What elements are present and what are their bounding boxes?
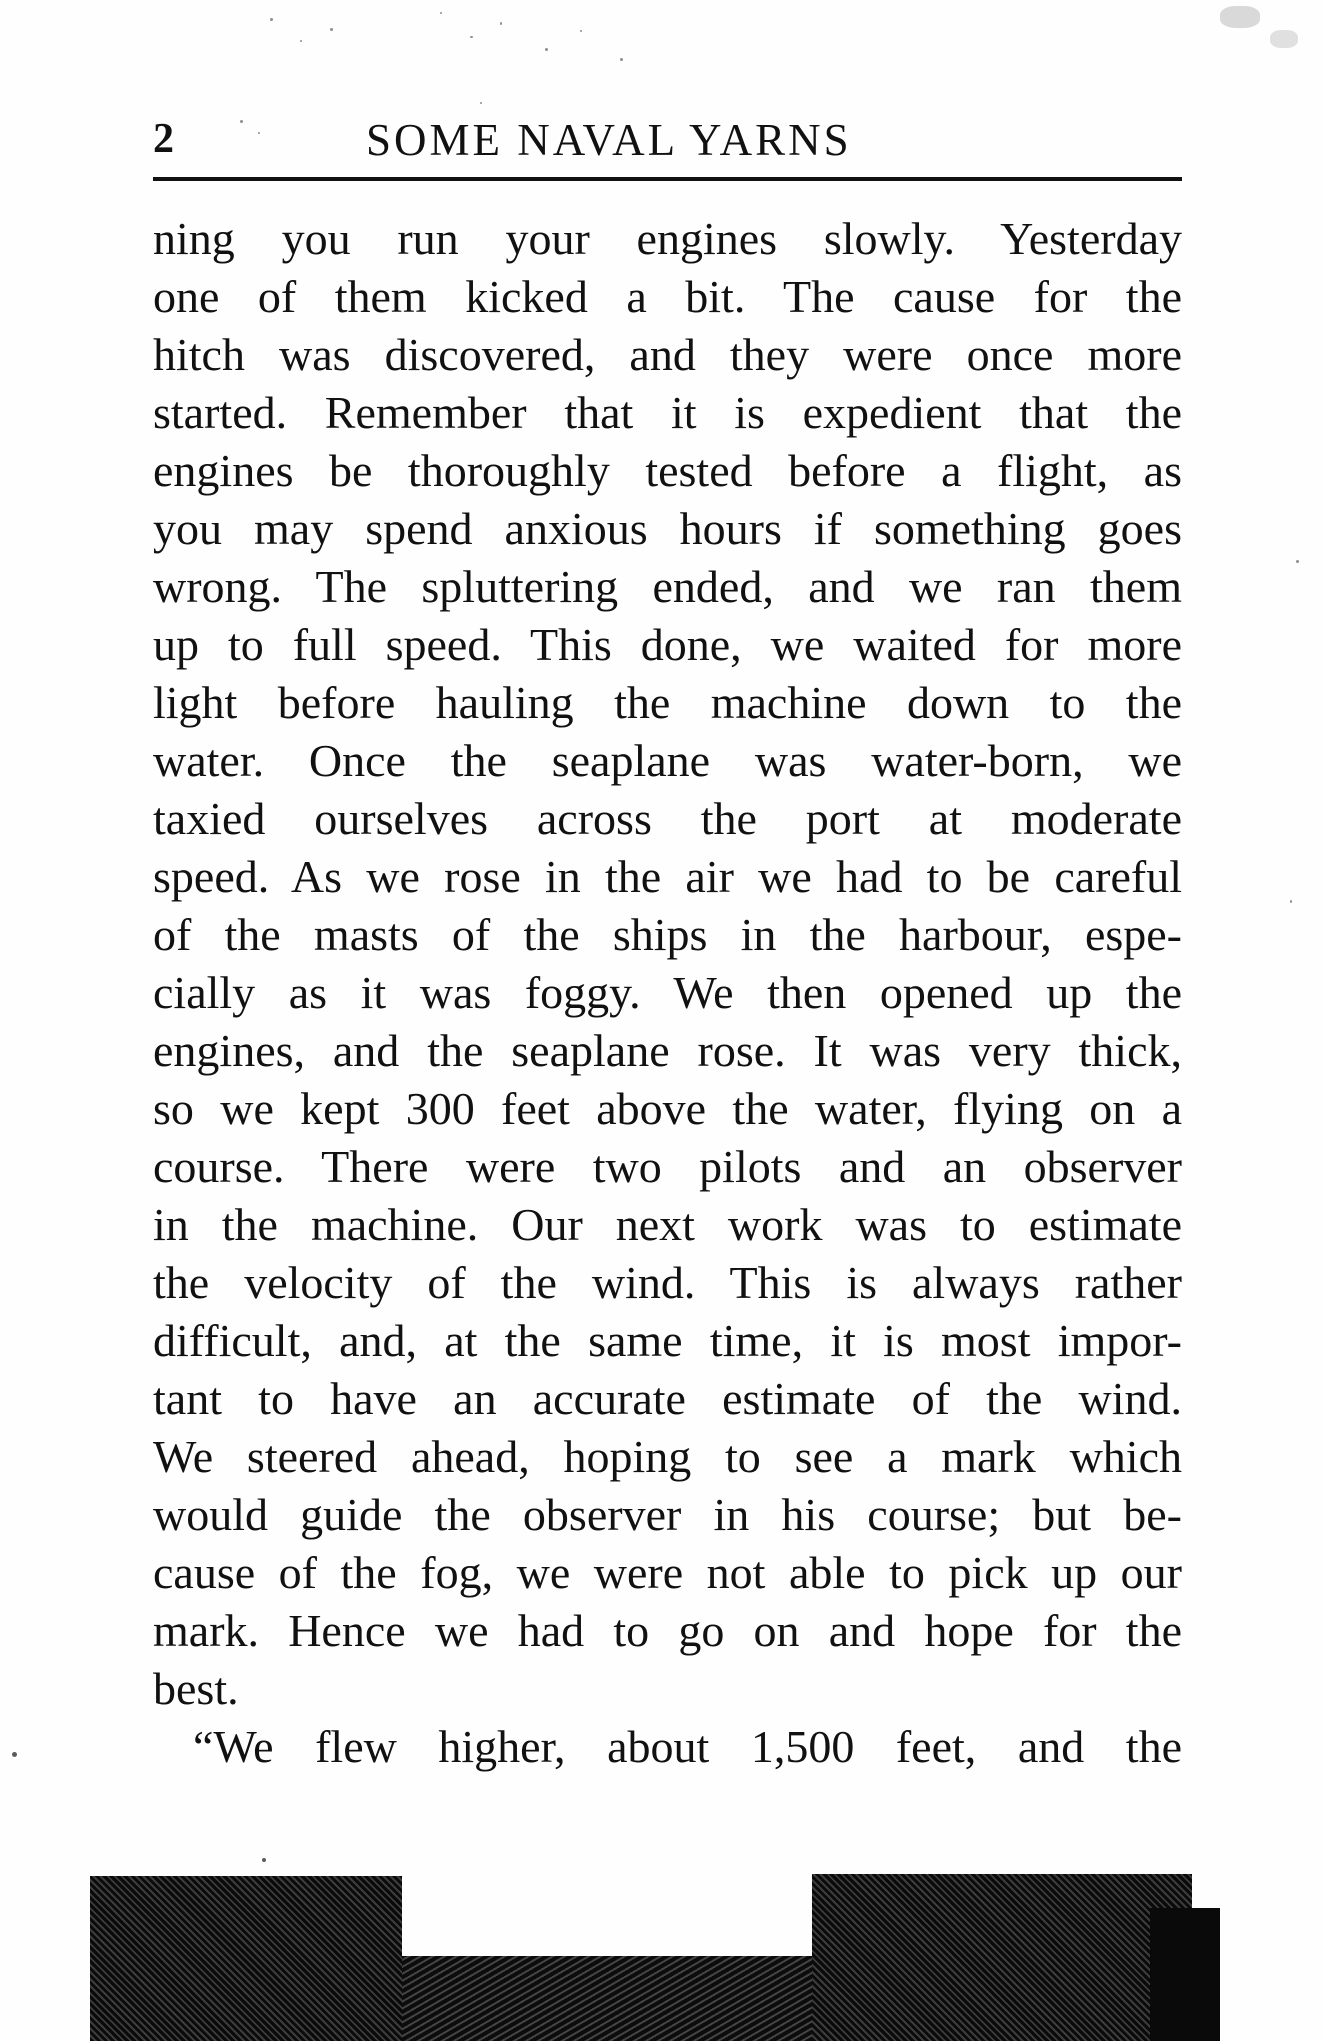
text-line: cause of the fog, we were not able to pick up our bbox=[153, 1547, 1182, 1598]
scan-dark-block-right-edge bbox=[1150, 1908, 1220, 2041]
text-line: mark. Hence we had to go on and hope for the bbox=[153, 1605, 1182, 1656]
scan-speck bbox=[300, 40, 302, 42]
scan-speck bbox=[480, 102, 482, 104]
text-line: tant to have an accurate estimate of the wind. bbox=[153, 1373, 1182, 1424]
body-text bbox=[153, 210, 1182, 1776]
scan-speck bbox=[620, 58, 623, 61]
scan-speck bbox=[270, 18, 273, 21]
text-line: water. Once the seaplane was water-born, we bbox=[153, 735, 1182, 786]
text-line-paragraph-end: best. bbox=[153, 1663, 239, 1714]
scan-speck bbox=[330, 28, 333, 31]
text-line: hitch was discovered, and they were once more bbox=[153, 329, 1182, 380]
scan-artifact-dark-band bbox=[0, 1868, 1322, 2041]
text-line: so we kept 300 feet above the water, flying on a bbox=[153, 1083, 1182, 1134]
text-line: up to full speed. This done, we waited for more bbox=[153, 619, 1182, 670]
scan-speck bbox=[1220, 6, 1260, 28]
text-line: ning you run your engines slowly. Yesterday bbox=[153, 213, 1182, 264]
scan-speck bbox=[545, 48, 548, 51]
text-line: cially as it was foggy. We then opened up the bbox=[153, 967, 1182, 1018]
text-line: difficult, and, at the same time, it is most impor- bbox=[153, 1315, 1182, 1366]
scan-speck bbox=[12, 1752, 17, 1757]
text-line: you may spend anxious hours if something goes bbox=[153, 503, 1182, 554]
text-line: course. There were two pilots and an observer bbox=[153, 1141, 1182, 1192]
text-line: of the masts of the ships in the harbour, espe- bbox=[153, 909, 1182, 960]
text-line: the velocity of the wind. This is always rather bbox=[153, 1257, 1182, 1308]
scan-speck bbox=[262, 1858, 266, 1862]
scan-dark-block-left bbox=[90, 1876, 402, 2041]
scan-dark-block-right bbox=[812, 1874, 1192, 2041]
text-line: engines be thoroughly tested before a flight, as bbox=[153, 445, 1182, 496]
page-number: 2 bbox=[153, 116, 174, 162]
text-line: engines, and the seaplane rose. It was very thick, bbox=[153, 1025, 1182, 1076]
text-line: light before hauling the machine down to the bbox=[153, 677, 1182, 728]
text-line: wrong. The spluttering ended, and we ran them bbox=[153, 561, 1182, 612]
text-line: We steered ahead, hoping to see a mark which bbox=[153, 1431, 1182, 1482]
running-header bbox=[153, 112, 1182, 180]
scan-speck bbox=[1270, 30, 1298, 48]
text-line-paragraph-start: “We flew higher, about 1,500 feet, and the bbox=[193, 1721, 1182, 1772]
scan-speck bbox=[440, 12, 442, 14]
scan-speck bbox=[1290, 900, 1292, 903]
scan-speck bbox=[1296, 560, 1299, 563]
scan-speck bbox=[500, 22, 502, 25]
text-line: speed. As we rose in the air we had to be careful bbox=[153, 851, 1182, 902]
text-line: taxied ourselves across the port at moderate bbox=[153, 793, 1182, 844]
text-line: would guide the observer in his course; but be- bbox=[153, 1489, 1182, 1540]
scan-speck bbox=[470, 36, 473, 38]
text-line: in the machine. Our next work was to estimate bbox=[153, 1199, 1182, 1250]
text-line: one of them kicked a bit. The cause for the bbox=[153, 271, 1182, 322]
scan-speck bbox=[580, 30, 582, 32]
text-line: started. Remember that it is expedient that the bbox=[153, 387, 1182, 438]
header-rule bbox=[153, 177, 1182, 181]
running-title: SOME NAVAL YARNS bbox=[366, 115, 852, 165]
scan-dark-strip-middle bbox=[402, 1956, 812, 2041]
